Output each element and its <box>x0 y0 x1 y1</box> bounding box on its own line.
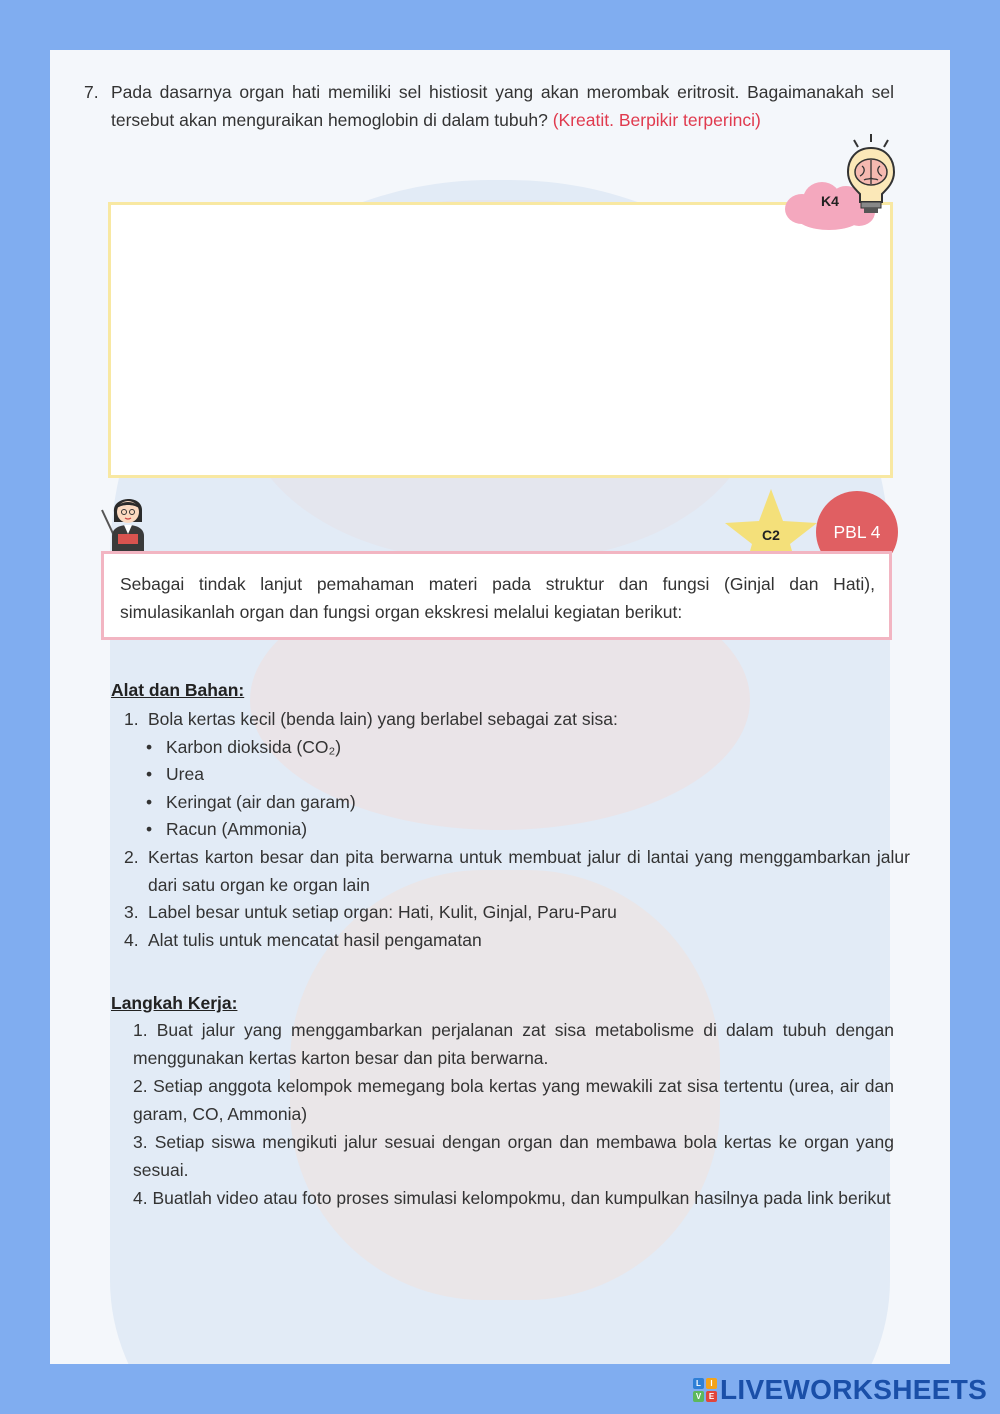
answer-textbox[interactable] <box>108 202 893 478</box>
list-item <box>124 706 910 734</box>
sub-list-item: • Racun (Ammonia) <box>146 819 308 840</box>
logo-letter: L <box>693 1378 704 1389</box>
item-text: Label besar untuk setiap organ: Hati, Kulit, Ginjal, Paru-Paru <box>148 902 617 923</box>
step-item: 3. Setiap siswa mengikuti jalur sesuai dengan organ dan membawa bola kertas ke organ yang sesuai. <box>133 1132 894 1180</box>
sub-list-item: • Keringat (air dan garam) <box>146 791 356 812</box>
langkah-kerja-steps <box>133 1016 894 1212</box>
question-tag: (Kreatit. Berpikir terperinci) <box>552 110 761 130</box>
question-text-block <box>111 78 894 134</box>
pbl-badge: PBL 4 <box>816 491 898 573</box>
list-item <box>124 844 910 899</box>
logo-wordmark: LIVEWORKSHEETS <box>720 1374 988 1405</box>
logo-letter: I <box>706 1378 717 1389</box>
alat-bahan-title: Alat dan Bahan: <box>111 680 245 700</box>
liveworksheets-logo <box>693 1372 987 1408</box>
item-text: Bola kertas kecil (benda lain) yang berlabel sebagai zat sisa: <box>148 709 618 729</box>
teacher-icon <box>98 488 156 554</box>
question-number: 7. <box>84 82 99 102</box>
logo-letter: V <box>693 1391 704 1402</box>
item-number: 2. <box>124 846 139 867</box>
k4-label: K4 <box>821 193 839 209</box>
langkah-kerja-title: Langkah Kerja: <box>111 993 238 1013</box>
logo-grid-icon <box>693 1378 717 1402</box>
alat-bahan-list <box>124 706 910 954</box>
sub-list-item: • Urea <box>146 764 204 785</box>
activity-intro-box <box>101 551 892 640</box>
waste-substance-list <box>124 734 910 844</box>
item-text: Alat tulis untuk mencatat hasil pengamatan <box>148 929 482 950</box>
logo-letter: E <box>706 1391 717 1402</box>
lightbulb-brain-icon <box>840 132 902 216</box>
sub-item-text: Urea <box>166 764 204 785</box>
step-item: 2. Setiap anggota kelompok memegang bola kertas yang mewakili zat sisa tertentu (urea, air dan garam, CO, Ammonia) <box>133 1076 894 1124</box>
list-item <box>124 927 910 955</box>
item-text: Kertas karton besar dan pita berwarna untuk membuat jalur di lantai yang menggambarkan jalur dari satu organ ke organ lain <box>148 846 910 895</box>
sub-item-text: Karbon dioksida (CO₂) <box>166 736 342 757</box>
list-item <box>124 899 910 927</box>
step-item: 1. Buat jalur yang menggambarkan perjalanan zat sisa metabolisme di dalam tubuh dengan menggunakan kertas karton besar dan pita berwarna. <box>133 1020 894 1068</box>
question-7 <box>84 78 894 134</box>
item-number: 4. <box>124 929 139 950</box>
sub-item-text: Racun (Ammonia) <box>166 819 308 840</box>
sub-item-text: Keringat (air dan garam) <box>166 791 356 812</box>
item-number: 1. <box>124 709 139 729</box>
step-item: 4. Buatlah video atau foto proses simulasi kelompokmu, dan kumpulkan hasilnya pada link berikut <box>133 1188 891 1208</box>
item-number: 3. <box>124 902 139 923</box>
question-text: Pada dasarnya organ hati memiliki sel histiosit yang akan merombak eritrosit. Bagaimanakah sel tersebut akan menguraikan hemoglobin di dalam tubuh? <box>111 82 894 130</box>
activity-intro-text: Sebagai tindak lanjut pemahaman materi pada struktur dan fungsi (Ginjal dan Hati), simulasikanlah organ dan fungsi organ ekskresi melalui kegiatan berikut: <box>120 574 875 622</box>
sub-list-item: • Karbon dioksida (CO₂) <box>146 736 342 757</box>
c2-label: C2 <box>762 527 780 543</box>
